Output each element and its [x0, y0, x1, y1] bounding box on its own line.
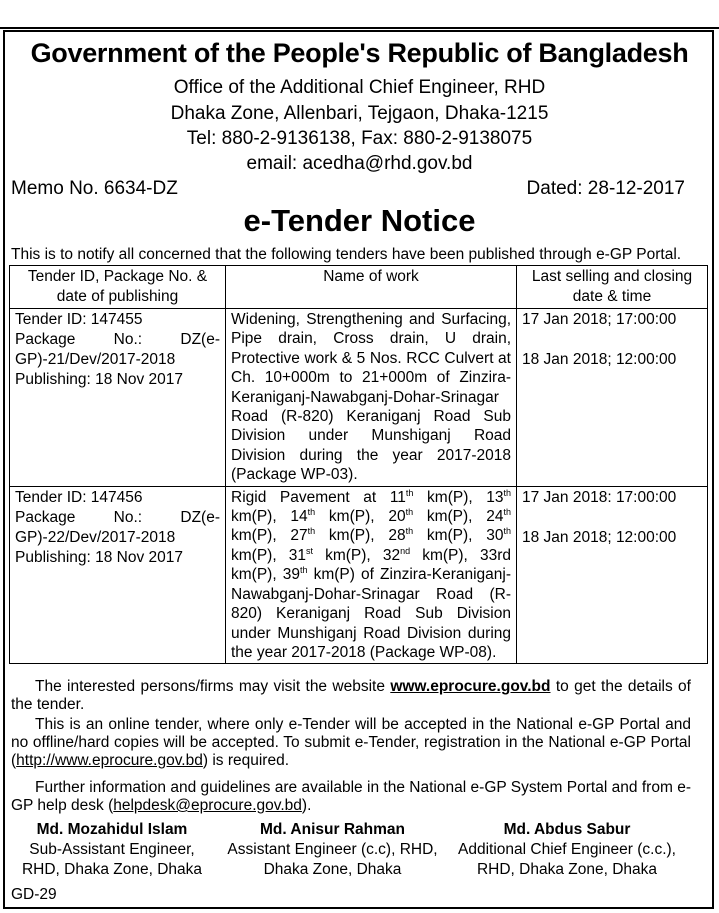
signatory-name: Md. Abdus Sabur — [503, 821, 631, 838]
signatory-block — [220, 820, 445, 880]
office-line: Office of the Additional Chief Engineer, RHD — [173, 77, 546, 98]
signatory-block — [452, 820, 682, 880]
helpdesk-email-link[interactable]: helpdesk@eprocure.gov.bd — [113, 797, 302, 814]
package-number: Package No.: DZ(e-GP)-22/Dev/2017-2018 — [15, 508, 220, 546]
signatory-title: Assistant Engineer (c.c), RHD, — [227, 841, 438, 858]
intro-text: This is to notify all concerned that the following tenders have been published through e-GP Portal. — [11, 246, 682, 263]
address-line: Dhaka Zone, Allenbari, Tejgaon, Dhaka-1215 — [170, 103, 549, 124]
tender-table — [9, 265, 708, 664]
memo-number: Memo No. 6634-DZ — [11, 178, 178, 199]
signatory-office: RHD, Dhaka Zone, Dhaka — [476, 861, 658, 878]
column-header-dates: Last selling and closing date & time — [517, 266, 708, 309]
tender-info-cell — [10, 486, 226, 664]
signatory-name: Md. Mozahidul Islam — [36, 821, 188, 838]
publishing-date: Publishing: 18 Nov 2017 — [15, 548, 184, 566]
work-description: Rigid Pavement at 11th km(P), 13th km(P), 14th km(P), 20th km(P), 24th km(P), 27th km(P), 28th km(P), 30th km(P), 31st km(P), 32nd km(P), 33rd km(P), 39th km(P) of Zinzira-Keraniganj-Nawabganj-Dohar-Srinagar Road (R-820) Keraniganj Road Sub Division under Munshiganj Road Division during the year 2017-2018 (Package WP-08). — [226, 486, 517, 664]
email-line: email: acedha@rhd.gov.bd — [246, 153, 473, 174]
selling-date: 17 Jan 2018; 17:00:00 — [522, 311, 677, 328]
signatory-block — [12, 820, 212, 880]
signatory-title: Additional Chief Engineer (c.c.), — [458, 841, 676, 858]
footer-code: GD-29 — [11, 886, 57, 903]
signatory-title: Sub-Assistant Engineer, — [29, 841, 195, 858]
table-header-row — [10, 266, 708, 309]
website-paragraph: The interested persons/firms may visit the website www.eprocure.gov.bd to get the details of the tender. — [11, 678, 691, 713]
website-link[interactable]: www.eprocure.gov.bd — [390, 678, 551, 695]
signatory-office: Dhaka Zone, Dhaka — [263, 861, 402, 878]
online-tender-paragraph: This is an online tender, where only e-Tender will be accepted in the National e-GP Portal and no offline/hard copies will be accepted. To submit e-Tender, registration in the National e-GP Portal (http://www.eprocure.gov.bd) is required. — [11, 716, 691, 769]
phone-line: Tel: 880-2-9136138, Fax: 880-2-9138075 — [186, 128, 533, 149]
memo-date: Dated: 28-12-2017 — [526, 178, 685, 199]
signatory-office: RHD, Dhaka Zone, Dhaka — [21, 861, 203, 878]
top-rule — [0, 27, 719, 29]
portal-link[interactable]: http://www.eprocure.gov.bd — [16, 752, 203, 769]
tender-id: Tender ID: 147455 — [15, 311, 143, 328]
closing-date: 18 Jan 2018; 12:00:00 — [522, 528, 677, 546]
package-number: Package No.: DZ(e-GP)-21/Dev/2017-2018 — [15, 331, 220, 368]
selling-date: 17 Jan 2018: 17:00:00 — [522, 488, 677, 506]
government-heading: Government of the People's Republic of Bangladesh — [30, 38, 689, 68]
column-header-work: Name of work — [226, 266, 517, 309]
dates-cell — [517, 486, 708, 664]
column-header-tender: Tender ID, Package No. & date of publishing — [10, 266, 226, 309]
table-row — [10, 309, 708, 487]
tender-info-cell — [10, 309, 226, 487]
table-row — [10, 486, 708, 664]
closing-date: 18 Jan 2018; 12:00:00 — [522, 351, 677, 368]
signatory-name: Md. Anisur Rahman — [260, 821, 405, 838]
guidelines-paragraph: Further information and guidelines are available in the National e-GP System Portal and from e-GP help desk (helpdesk@eprocure.gov.bd). — [11, 779, 691, 814]
work-description: Widening, Strengthening and Surfacing, Pipe drain, Cross drain, U drain, Protective work & 5 Nos. RCC Culvert at Ch. 10+000m to 21+000m of Zinzira-Keraniganj-Nawabganj-Dohar-Srinagar Road (R-820) Keraniganj Road Sub Division under Munshiganj Road Division during the year 2017-2018 (Package WP-03). — [226, 309, 517, 487]
notice-title: e-Tender Notice — [243, 203, 476, 238]
dates-cell — [517, 309, 708, 487]
tender-id: Tender ID: 147456 — [15, 488, 143, 506]
publishing-date: Publishing: 18 Nov 2017 — [15, 371, 184, 388]
